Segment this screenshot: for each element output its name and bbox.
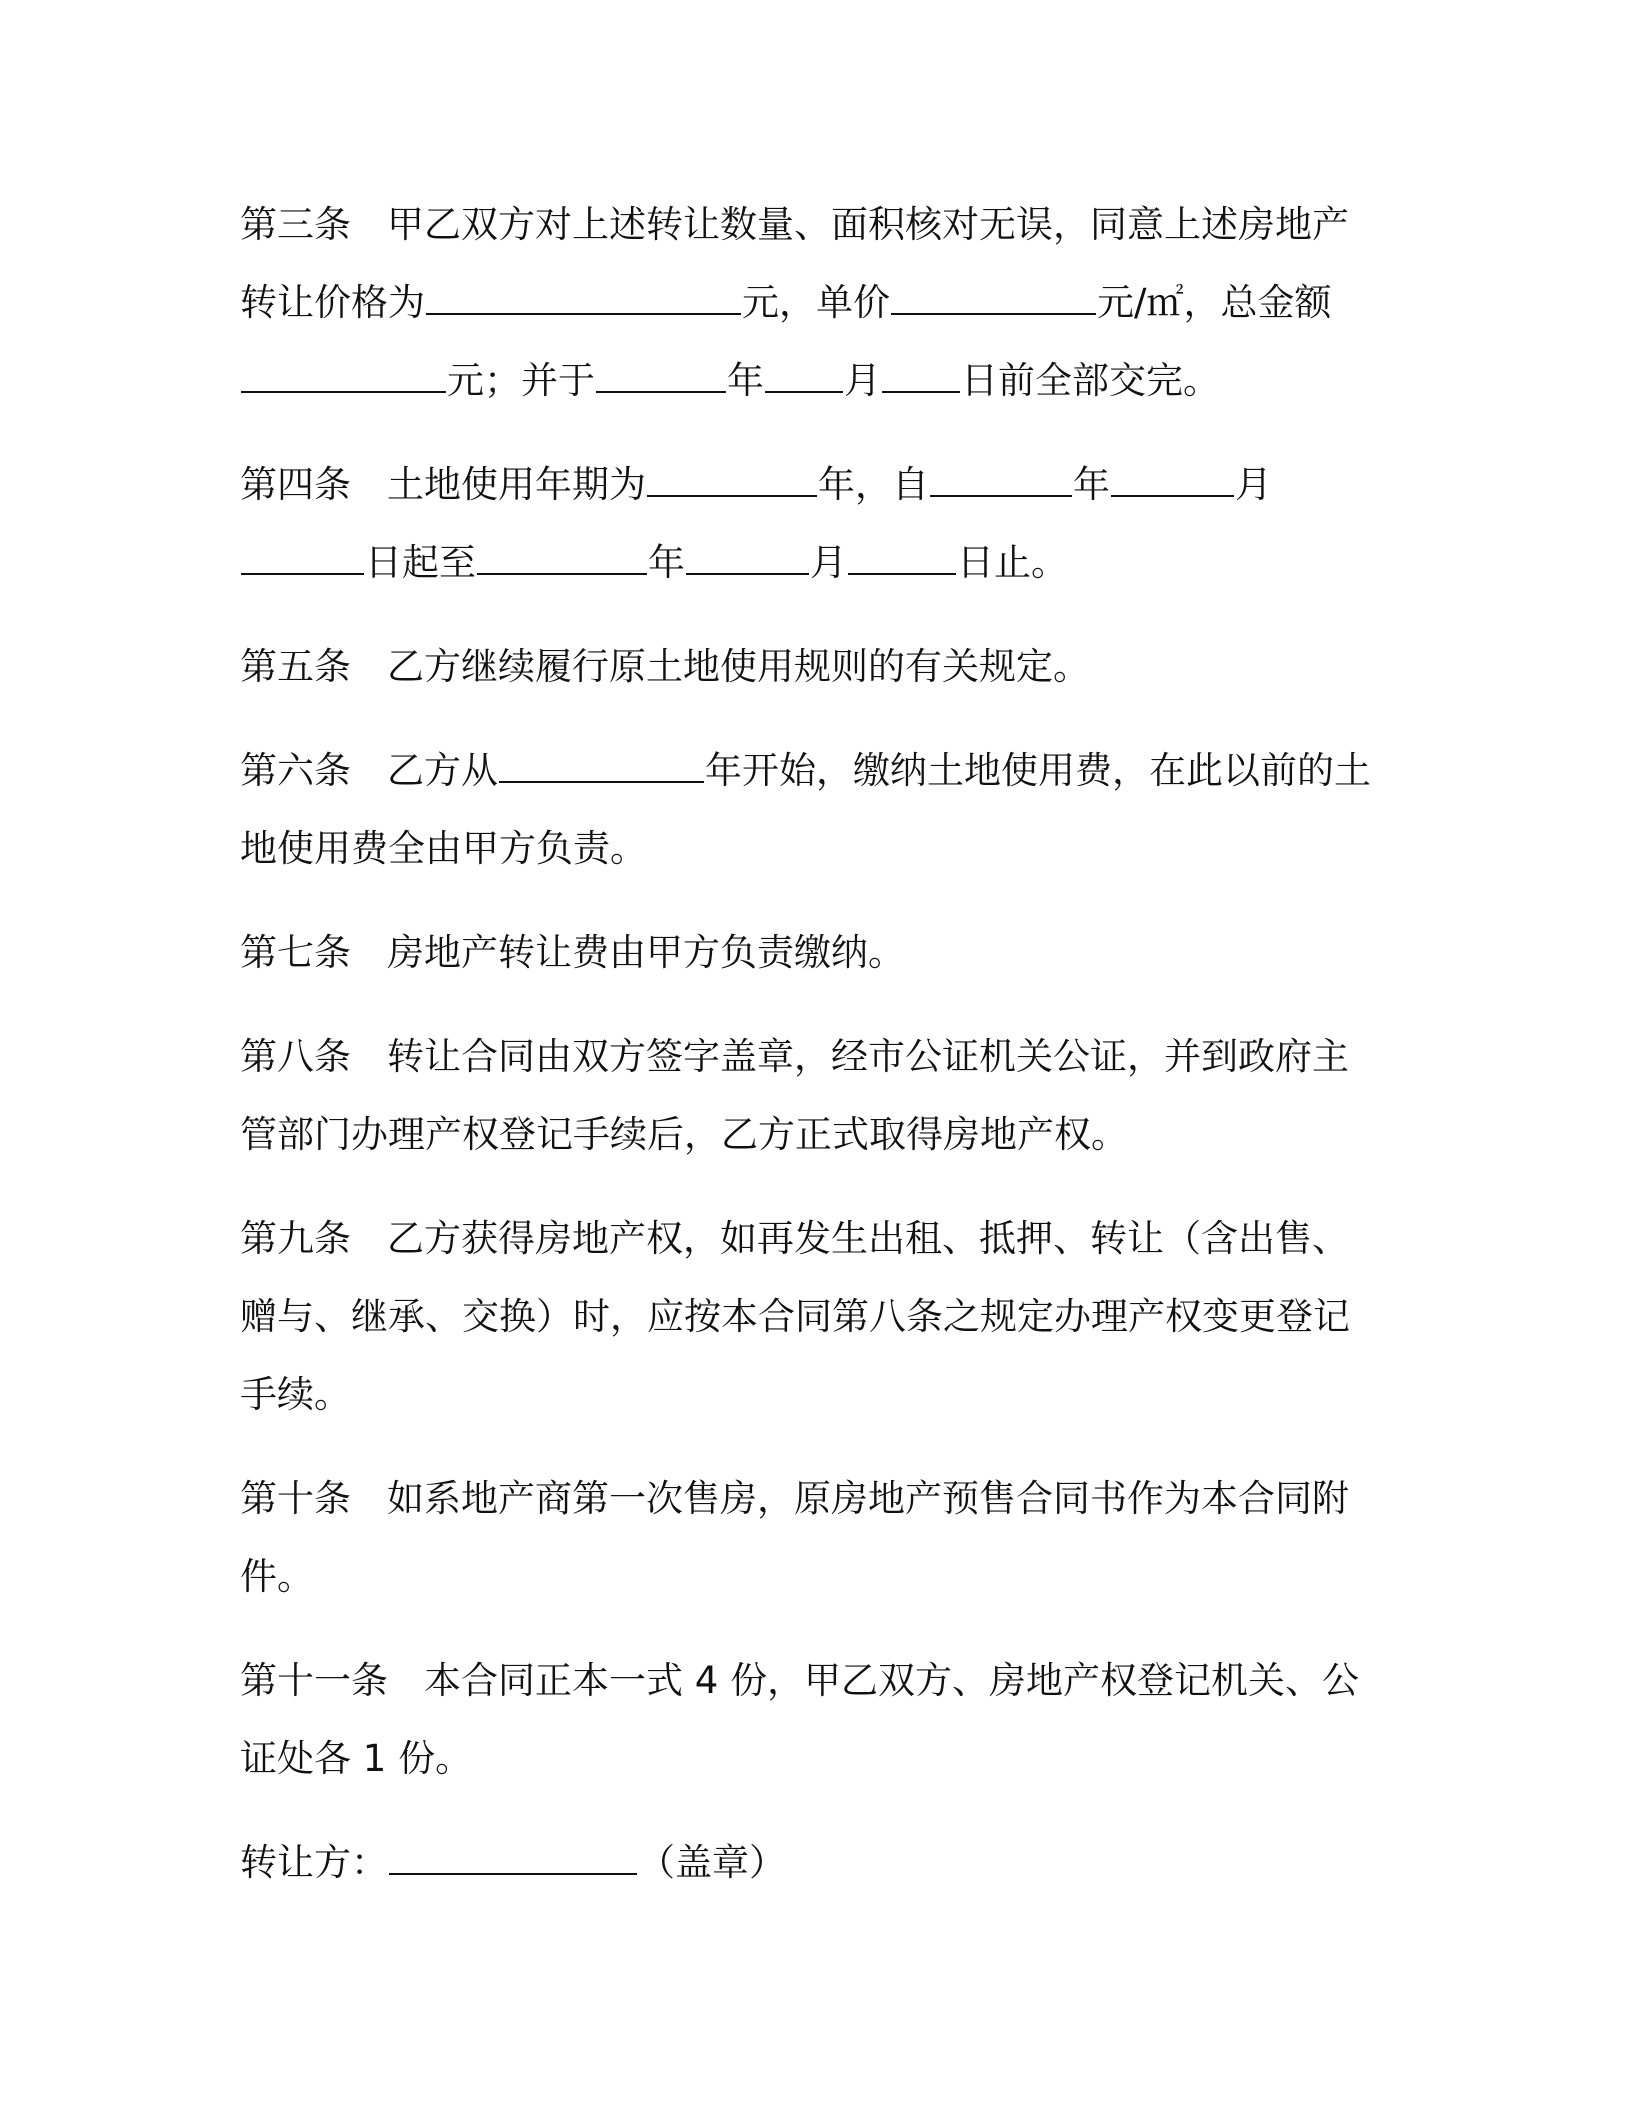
- blank-field: [241, 361, 446, 393]
- article-text: 日起至: [365, 541, 476, 584]
- article-text: 年: [1073, 463, 1110, 506]
- article-8-line-1: [240, 1018, 1400, 1096]
- article-3-line-3: [240, 342, 1400, 420]
- article-text: 日前全部交完。: [961, 359, 1220, 402]
- blank-field: [499, 751, 704, 783]
- article-text: 转让合同由双方签字盖章，经市公证机关公证，并到政府主: [387, 1035, 1349, 1078]
- article-10: [240, 1460, 1400, 1616]
- article-6-line-1: [240, 732, 1400, 810]
- article-text: 甲乙双方对上述转让数量、面积核对无误，同意上述房地产: [387, 203, 1349, 246]
- article-text: 乙方获得房地产权，如再发生出租、抵押、转让（含出售、: [387, 1217, 1349, 1260]
- article-4: [240, 446, 1400, 602]
- article-9-line-3: 手续。: [240, 1373, 351, 1416]
- blank-field: [765, 361, 843, 393]
- article-label: 第三条: [240, 203, 351, 246]
- article-label: 第四条: [240, 463, 351, 506]
- article-7: [240, 914, 1400, 992]
- article-text: 土地使用年期为: [387, 463, 646, 506]
- article-3-line-1: [240, 186, 1400, 264]
- article-text: 年: [648, 541, 685, 584]
- article-label: 第十条: [240, 1477, 351, 1520]
- article-label: 第五条: [240, 645, 351, 688]
- article-label: 第十一条: [240, 1659, 388, 1702]
- article-6: [240, 732, 1400, 888]
- blank-field: [596, 361, 726, 393]
- article-text: 月: [810, 541, 847, 584]
- article-10-line-2: 件。: [240, 1555, 314, 1598]
- signature-blank: [389, 1843, 637, 1875]
- article-text: 日止。: [957, 541, 1068, 584]
- blank-field: [241, 543, 364, 575]
- article-text: 元；并于: [447, 359, 595, 402]
- article-4-line-2: [240, 524, 1400, 602]
- article-label: 第九条: [240, 1217, 351, 1260]
- signature-row: [240, 1824, 1400, 1902]
- article-10-line-1: [240, 1460, 1400, 1538]
- article-text: 本合同正本一式 4 份，甲乙双方、房地产权登记机关、公: [424, 1659, 1360, 1702]
- article-text: 转让价格为: [240, 281, 425, 324]
- signature-label: 转让方：: [240, 1841, 388, 1884]
- blank-field: [930, 465, 1072, 497]
- blank-field: [477, 543, 647, 575]
- article-8-line-2: 管部门办理产权登记手续后，乙方正式取得房地产权。: [240, 1113, 1128, 1156]
- stamp-label: （盖章）: [638, 1841, 786, 1884]
- article-9: [240, 1200, 1400, 1434]
- blank-field: [848, 543, 956, 575]
- article-4-line-1: [240, 446, 1400, 524]
- article-label: 第六条: [240, 749, 351, 792]
- article-3: [240, 186, 1400, 420]
- article-11-line-1: [240, 1642, 1400, 1720]
- blank-field: [426, 283, 741, 315]
- article-text: 元/㎡，总金额: [1097, 281, 1332, 324]
- blank-field: [891, 283, 1096, 315]
- article-8: [240, 1018, 1400, 1174]
- article-text: 年开始，缴纳土地使用费，在此以前的土: [705, 749, 1371, 792]
- article-text: 月: [844, 359, 881, 402]
- signature-line: [240, 1824, 1400, 1902]
- article-text: 如系地产商第一次售房，原房地产预售合同书作为本合同附: [387, 1477, 1349, 1520]
- blank-field: [686, 543, 809, 575]
- article-label: 第七条: [240, 931, 351, 974]
- article-text: 年: [727, 359, 764, 402]
- article-text: 房地产转让费由甲方负责缴纳。: [387, 931, 905, 974]
- article-text: 元，单价: [742, 281, 890, 324]
- article-6-line-2: 地使用费全由甲方负责。: [240, 827, 647, 870]
- article-9-line-1: [240, 1200, 1400, 1278]
- article-11: [240, 1642, 1400, 1798]
- blank-field: [1111, 465, 1234, 497]
- article-3-line-2: [240, 264, 1400, 342]
- article-text: 乙方从: [387, 749, 498, 792]
- article-label: 第八条: [240, 1035, 351, 1078]
- article-9-line-2: 赠与、继承、交换）时，应按本合同第八条之规定办理产权变更登记: [240, 1295, 1350, 1338]
- article-11-line-2: 证处各 1 份。: [240, 1737, 473, 1780]
- article-5-line-1: [240, 628, 1400, 706]
- article-5: [240, 628, 1400, 706]
- article-text: 乙方继续履行原土地使用规则的有关规定。: [387, 645, 1090, 688]
- blank-field: [882, 361, 960, 393]
- blank-field: [647, 465, 817, 497]
- document-body: [240, 186, 1400, 1928]
- article-text: 月: [1235, 463, 1272, 506]
- article-7-line-1: [240, 914, 1400, 992]
- article-text: 年，自: [818, 463, 929, 506]
